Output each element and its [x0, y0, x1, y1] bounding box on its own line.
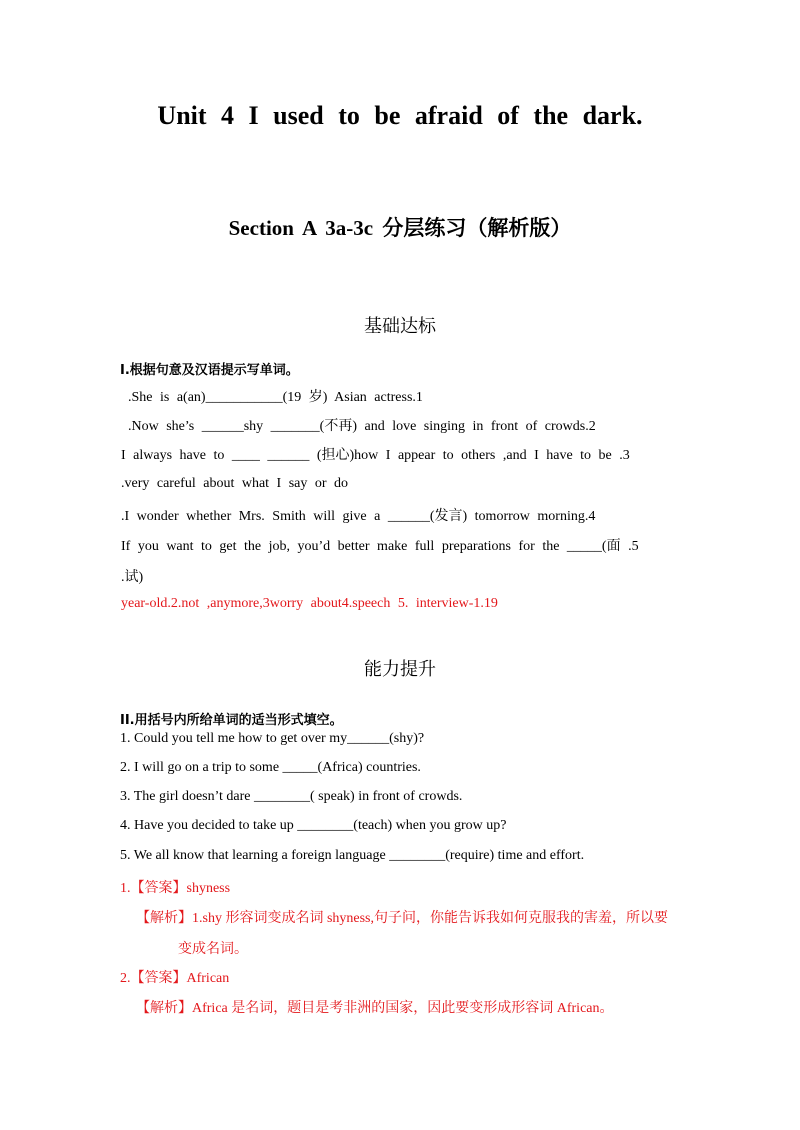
- exercise-line: .She is a(an)___________(19 岁) Asian actress.1: [128, 390, 423, 405]
- explanation-line: 【解析】Africa 是名词，题目是考非洲的国家，因此要变形成形容词 African。: [136, 1001, 614, 1016]
- question-line: 3. The girl doesn’t dare ________( speak) in front of crowds.: [120, 789, 463, 804]
- exercise-line: .very careful about what I say or do: [121, 476, 349, 491]
- answer-label: 1.【答案】shyness: [120, 881, 231, 896]
- question-line: 5. We all know that learning a foreign language ________(require) time and effort.: [120, 848, 585, 863]
- section-heading-basic: 基础达标: [364, 316, 436, 337]
- question-line: 1. Could you tell me how to get over my______(shy)?: [120, 731, 425, 746]
- explanation-line: 【解析】1.shy 形容词变成名词 shyness,句子问，你能告诉我如何克服我的害羞，所以要: [136, 911, 669, 926]
- answer-line-part1: year-old.2.not ,anymore,3worry about4.speech 5. interview-1.19: [121, 596, 498, 611]
- page-title: Unit 4 I used to be afraid of the dark.: [157, 101, 643, 130]
- exercise-line: If you want to get the job, you’d better make full preparations for the _____(面 .5: [121, 539, 639, 554]
- exercise-line: .I wonder whether Mrs. Smith will give a ______(发言) tomorrow morning.4: [121, 509, 596, 524]
- page-subtitle: Section A 3a-3c 分层练习（解析版）: [228, 216, 572, 240]
- question-line: 4. Have you decided to take up ________(teach) when you grow up?: [120, 818, 507, 833]
- instruction-part2: II.用括号内所给单词的适当形式填空。: [120, 713, 343, 728]
- exercise-line: .Now she’s ______shy _______(不再) and love singing in front of crowds.2: [128, 419, 596, 434]
- exercise-line: I always have to ____ ______ (担心)how I appear to others ,and I have to be .3: [121, 448, 630, 463]
- exercise-line: .试): [121, 570, 144, 585]
- section-heading-advanced: 能力提升: [364, 659, 436, 680]
- instruction-part1: Ⅰ.根据句意及汉语提示写单词。: [120, 363, 299, 378]
- answer-label: 2.【答案】African: [120, 971, 230, 986]
- explanation-line: 变成名词。: [178, 942, 248, 957]
- question-line: 2. I will go on a trip to some _____(Africa) countries.: [120, 760, 421, 775]
